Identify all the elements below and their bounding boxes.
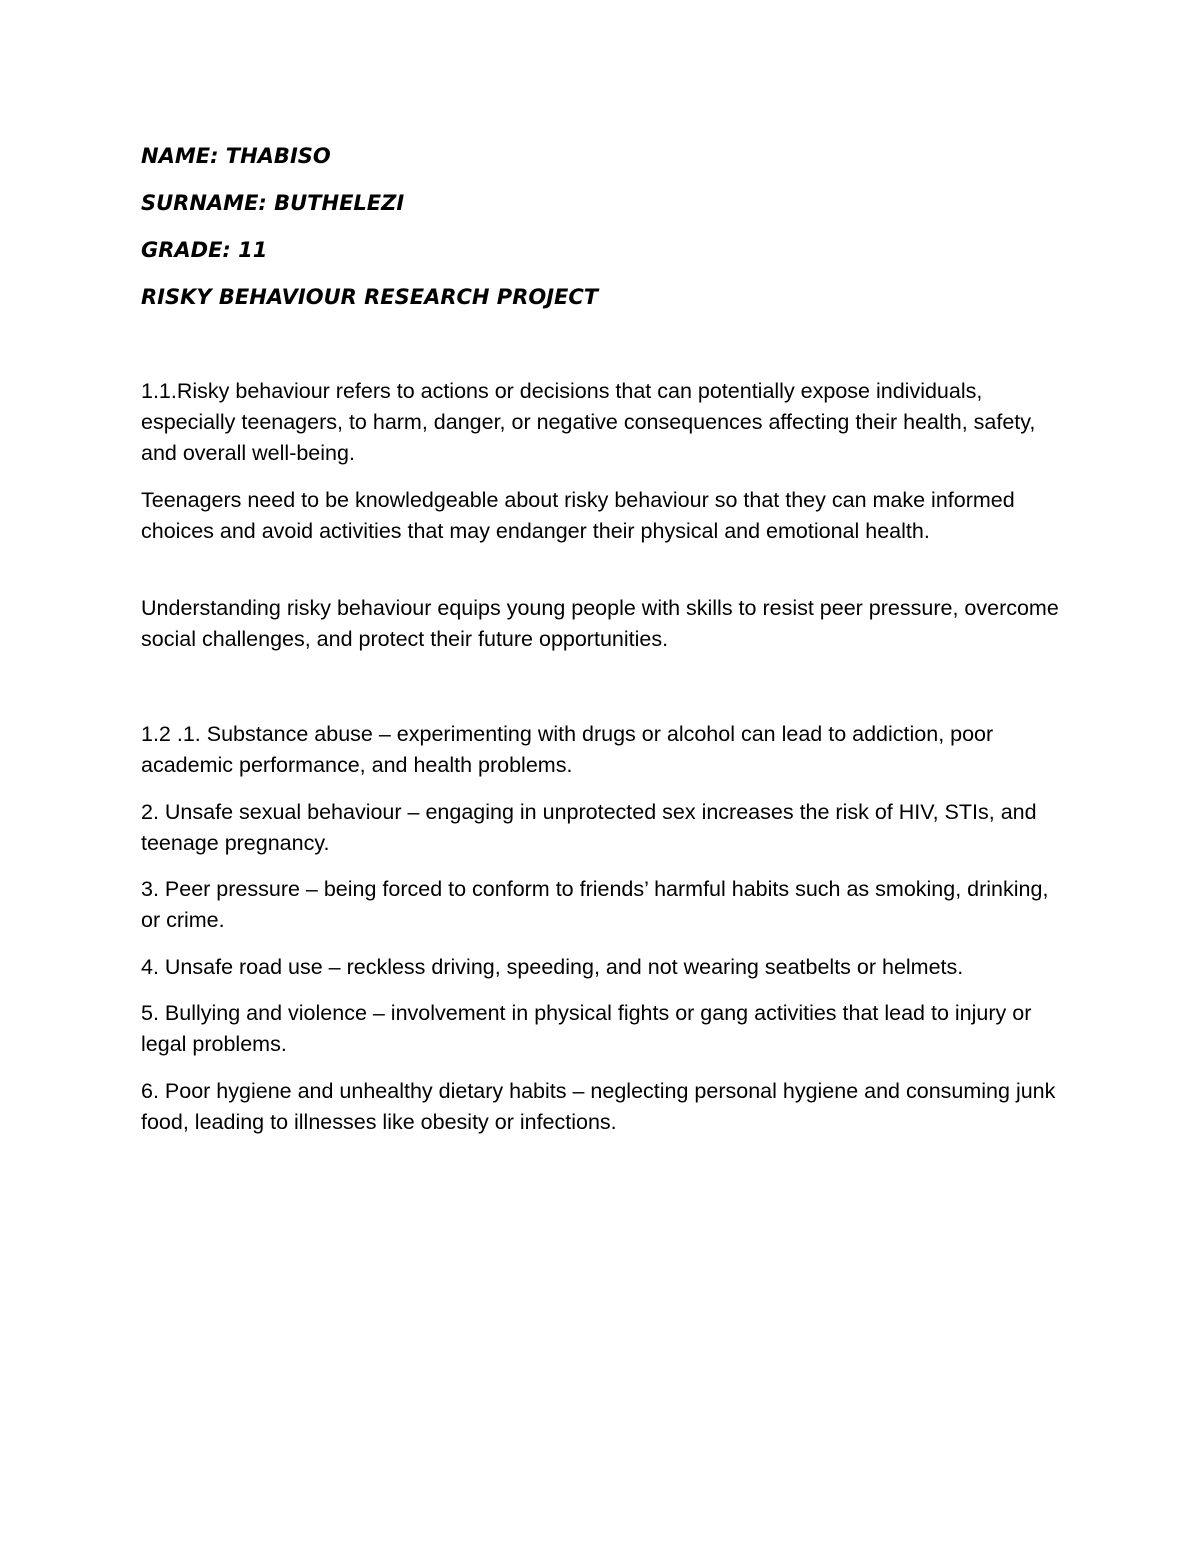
list-item (141, 797, 1061, 859)
understanding-text: Understanding risky behaviour equips young people with skills to resist peer pressure, overcome social challenges, and protect their future opportunities. (141, 596, 1059, 651)
importance-paragraph (141, 485, 1061, 547)
project-title: RISKY BEHAVIOUR RESEARCH PROJECT (141, 285, 599, 309)
list-item-text: 5. Bullying and violence – involvement in physical fights or gang activities that lead to injury or legal problems. (141, 1001, 1032, 1056)
importance-text: Teenagers need to be knowledgeable about risky behaviour so that they can make informed choices and avoid activities that may endanger their physical and emotional health. (141, 488, 1015, 543)
list-item-text: 4. Unsafe road use – reckless driving, speeding, and not wearing seatbelts or helmets. (141, 955, 964, 979)
list-item (141, 952, 1061, 983)
list-item-text: 1.2 .1. Substance abuse – experimenting with drugs or alcohol can lead to addiction, poor academic performance, and health problems. (141, 722, 994, 777)
student-name: NAME: THABISO (141, 144, 331, 168)
list-item (141, 719, 1061, 781)
definition-text: 1.1.Risky behaviour refers to actions or decisions that can potentially expose individuals, especially teenagers, to harm, danger, or negative consequences affecting their health, safety, and overall well-being. (141, 379, 1036, 465)
list-item-text: 2. Unsafe sexual behaviour – engaging in unprotected sex increases the risk of HIV, STIs, and teenage pregnancy. (141, 800, 1037, 855)
list-item (141, 1076, 1061, 1138)
definition-paragraph (141, 376, 1061, 469)
understanding-paragraph (141, 593, 1061, 655)
student-surname: SURNAME: BUTHELEZI (141, 191, 405, 215)
list-item (141, 874, 1061, 936)
list-item-text: 3. Peer pressure – being forced to conform to friends’ harmful habits such as smoking, drinking, or crime. (141, 877, 1049, 932)
student-grade: GRADE: 11 (141, 238, 268, 262)
list-item-text: 6. Poor hygiene and unhealthy dietary habits – neglecting personal hygiene and consuming junk food, leading to illnesses like obesity or infections. (141, 1079, 1056, 1134)
list-item (141, 998, 1061, 1060)
